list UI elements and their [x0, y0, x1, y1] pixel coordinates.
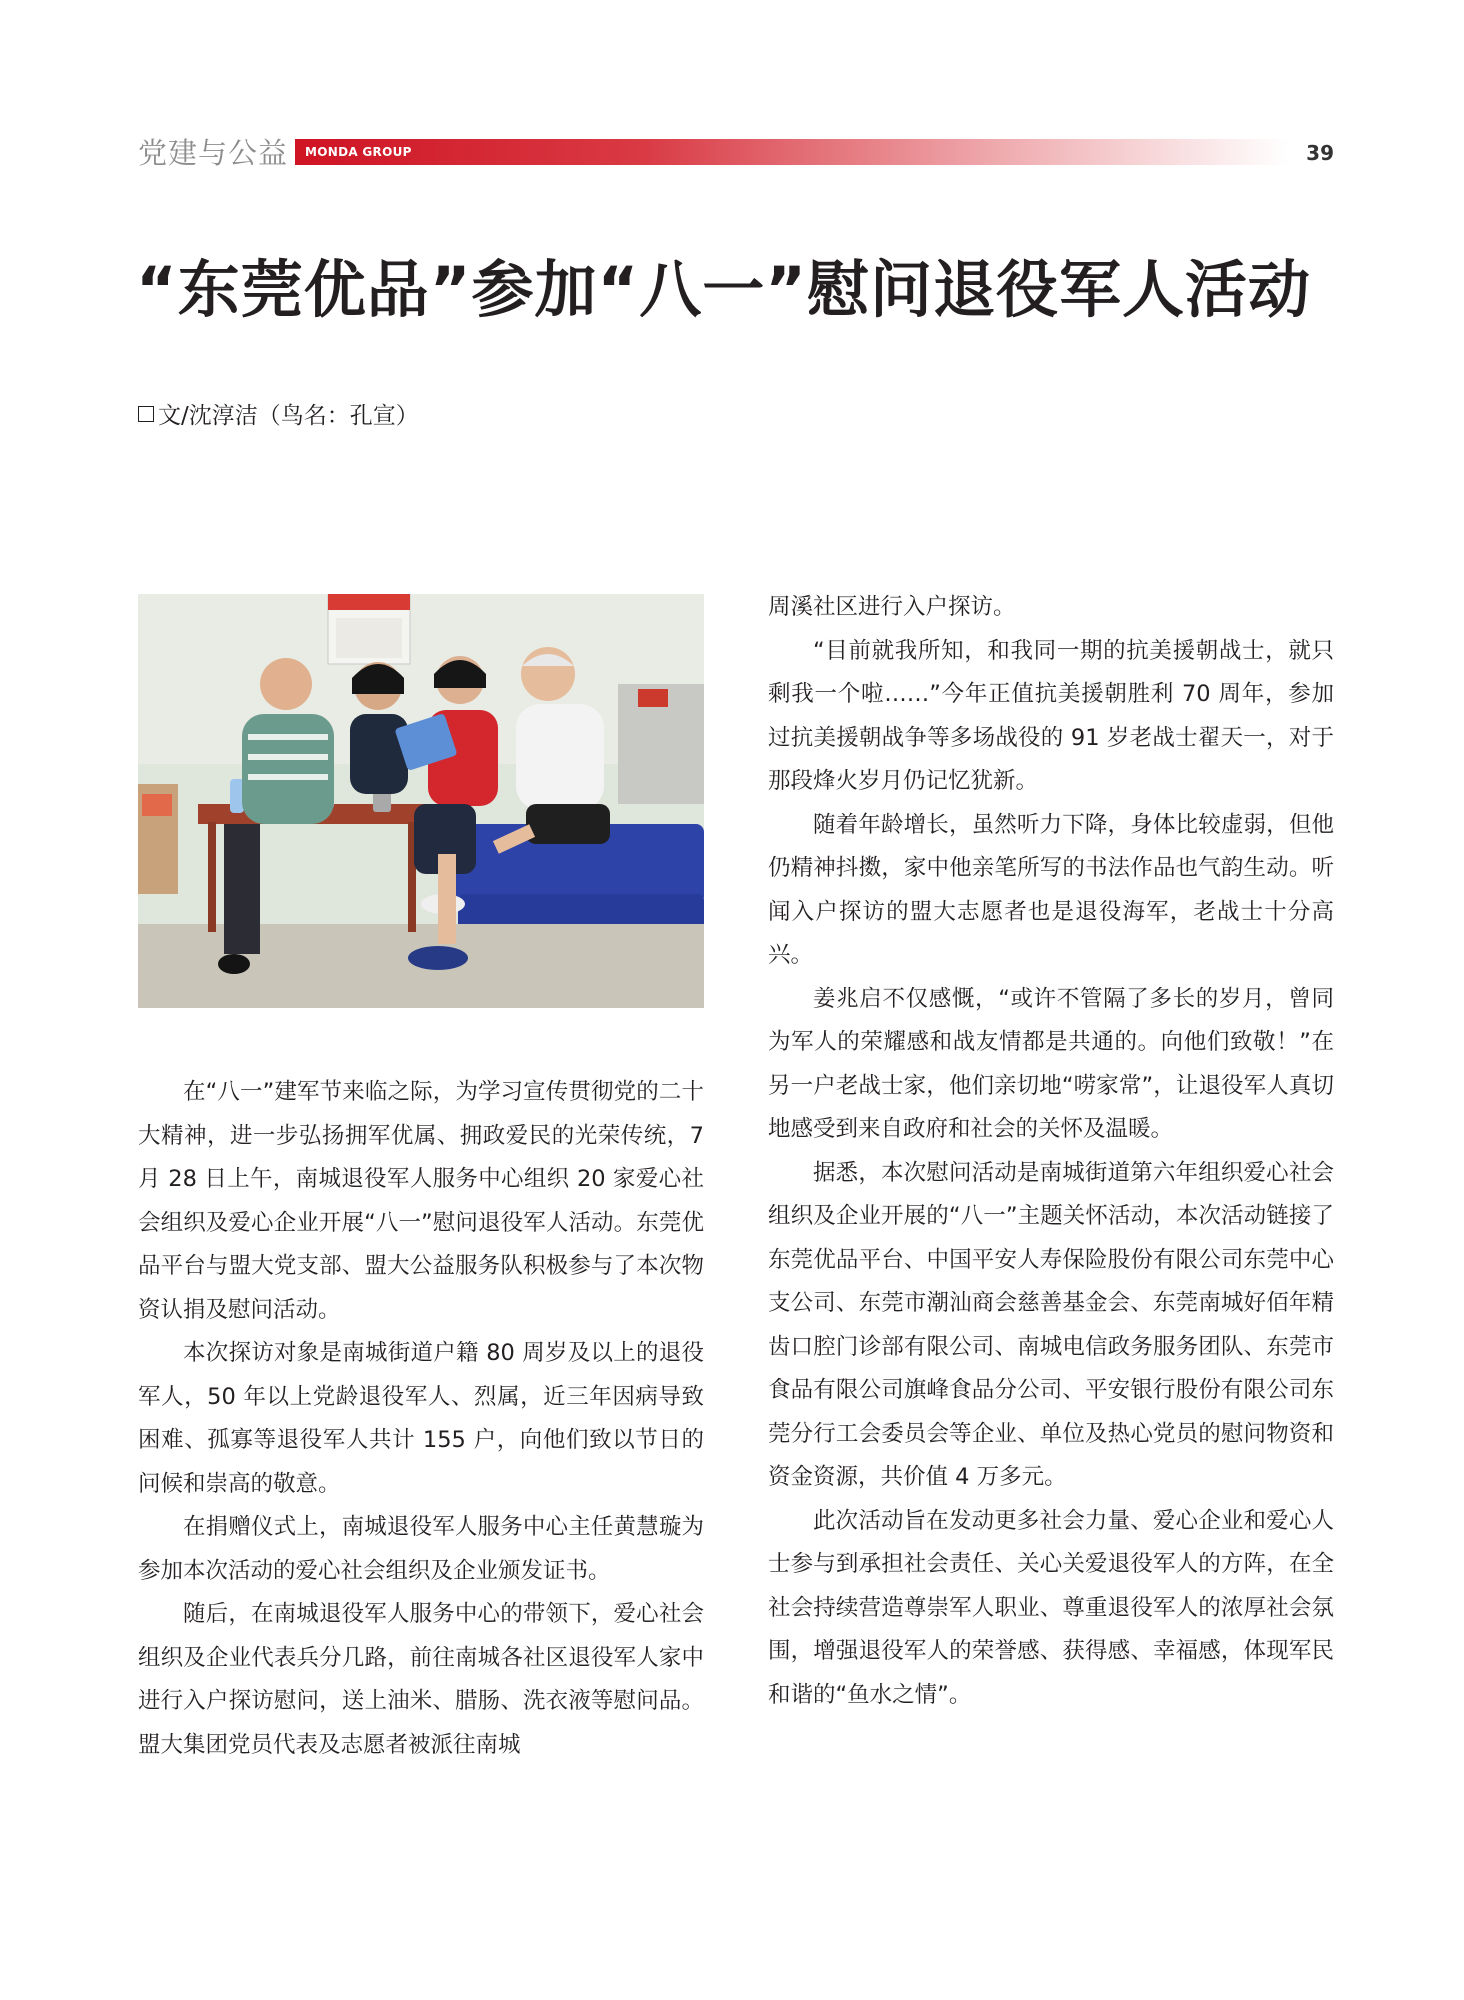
paragraph: 在捐赠仪式上，南城退役军人服务中心主任黄慧璇为参加本次活动的爱心社会组织及企业颁发证书。	[138, 1514, 704, 1584]
paragraph: 在“八一”建军节来临之际，为学习宣传贯彻党的二十大精神，进一步弘扬拥军优属、拥政爱民的光荣传统，7 月 28 日上午，南城退役军人服务中心组织 20 家爱心社会组织及爱心企业开展“八一”慰问退役军人活动。东莞优品平台与盟大党支部、盟大公益服务队积极参与了本次物资认捐及慰问活动。	[138, 1079, 704, 1323]
section-name: 党建与公益	[138, 136, 289, 170]
byline-text: 文/沈淳洁（鸟名：孔宣）	[158, 403, 419, 429]
paragraph: 随着年龄增长，虽然听力下降，身体比较虚弱，但他仍精神抖擞，家中他亲笔所写的书法作品也气韵生动。听闻入户探访的盟大志愿者也是退役海军，老战士十分高兴。	[768, 811, 1334, 968]
brand-bar	[295, 139, 1289, 165]
photo-illustration	[138, 594, 704, 1008]
article-title: “东莞优品”参加“八一”慰问退役军人活动	[136, 253, 1311, 326]
paragraph-continuation: 周溪社区进行入户探访。	[768, 594, 1016, 620]
paragraph: 此次活动旨在发动更多社会力量、爱心企业和爱心人士参与到承担社会责任、关心关爱退役军人的方阵，在全社会持续营造尊崇军人职业、尊重退役军人的浓厚社会氛围，增强退役军人的荣誉感、获得感、幸福感，体现军民和谐的“鱼水之情”。	[768, 1507, 1334, 1708]
brand-label: MONDA GROUP	[305, 145, 412, 159]
byline	[138, 400, 419, 432]
page-number: 39	[1306, 141, 1334, 165]
paragraph: 随后，在南城退役军人服务中心的带领下，爱心社会组织及企业代表兵分几路，前往南城各社区退役军人家中进行入户探访慰问，送上油米、腊肠、洗衣液等慰问品。盟大集团党员代表及志愿者被派往南城	[138, 1601, 704, 1758]
article-column-left	[138, 1071, 704, 1767]
paragraph: 本次探访对象是南城街道户籍 80 周岁及以上的退役军人，50 年以上党龄退役军人、烈属，近三年因病导致困难、孤寡等退役军人共计 155 户，向他们致以节日的问候和崇高的敬意。	[138, 1340, 704, 1497]
paragraph: 姜兆启不仅感慨，“或许不管隔了多长的岁月，曾同为军人的荣耀感和战友情都是共通的。向他们致敬！”在另一户老战士家，他们亲切地“唠家常”，让退役军人真切地感受到来自政府和社会的关怀及温暖。	[768, 985, 1334, 1142]
byline-box-icon	[138, 406, 154, 422]
article-photo	[138, 594, 704, 1008]
article-column-right	[768, 586, 1334, 1717]
paragraph: 据悉，本次慰问活动是南城街道第六年组织爱心社会组织及企业开展的“八一”主题关怀活动，本次活动链接了东莞优品平台、中国平安人寿保险股份有限公司东莞中心支公司、东莞市潮汕商会慈善基金会、东莞南城好佰年精齿口腔门诊部有限公司、南城电信政务服务团队、东莞市食品有限公司旗峰食品分公司、平安银行股份有限公司东莞分行工会委员会等企业、单位及热心党员的慰问物资和资金资源，共价值 4 万多元。	[768, 1159, 1334, 1490]
paragraph: “目前就我所知，和我同一期的抗美援朝战士，就只剩我一个啦……”今年正值抗美援朝胜利 70 周年，参加过抗美援朝战争等多场战役的 91 岁老战士翟天一，对于那段烽火岁月仍记忆犹新。	[768, 637, 1334, 794]
page-header	[138, 132, 1334, 174]
